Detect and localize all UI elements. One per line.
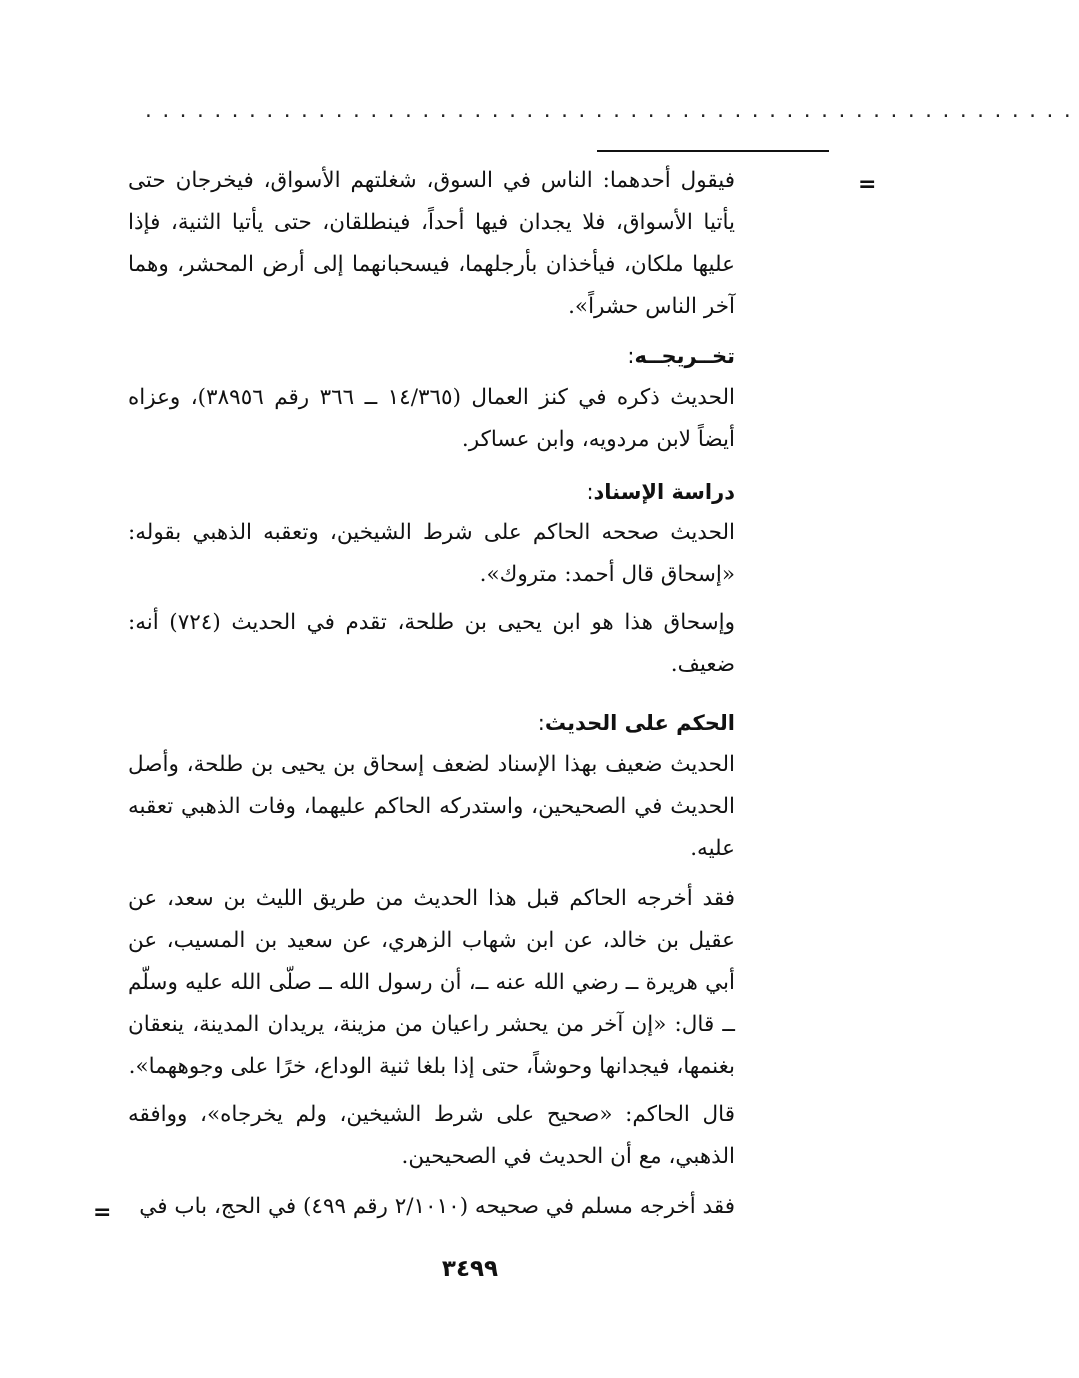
- dotted-separator: ......................................................: [143, 101, 1079, 122]
- heading-isnad: دراسة الإسناد:: [586, 480, 735, 504]
- paragraph-isnad: الحديث صححه الحاكم على شرط الشيخين، وتعقبه الذهبي بقوله: «إسحاق قال أحمد: متروك».: [128, 520, 735, 587]
- heading-takhrij: تخــريجــه:: [627, 344, 735, 368]
- paragraph-hukm: الحديث ضعيف بهذا الإسناد لضعف إسحاق بن يحيى بن طلحة، وأصل الحديث في الصحيحين، واستدركه الحاكم عليهما، وفات الذهبي تعقبه عليه.: [128, 752, 735, 861]
- continuation-mark-top: =: [858, 172, 877, 197]
- footnote-rule: [597, 150, 829, 152]
- page-number: ٣٤٩٩: [441, 1256, 499, 1282]
- paragraph-narrator: وإسحاق هذا هو ابن يحيى بن طلحة، تقدم في الحديث (٧٢٤) أنه: ضعيف.: [128, 610, 735, 677]
- paragraph-hakim-ruling: قال الحاكم: «صحيح على شرط الشيخين، ولم يخرجاه»، ووافقه الذهبي، مع أن الحديث في الصحيحين.: [128, 1102, 735, 1169]
- heading-hukm: الحكم على الحديث:: [537, 711, 735, 735]
- continuation-mark-bottom: =: [93, 1200, 112, 1225]
- paragraph-hadith-end: فيقول أحدهما: الناس في السوق، شغلتهم الأسواق، فيخرجان حتى يأتيا الأسواق، فلا يجدان فيها أحداً، فينطلقان، حتى يأتيا الثنية، فإذا عليها ملكان، فيأخذان بأرجلهما، فيسحبانهما إلى أرض المحشر، وهما آخر الناس حشراً».: [128, 168, 735, 319]
- paragraph-muslim: فقد أخرجه مسلم في صحيحه (٢/١٠١٠ رقم ٤٩٩) في الحج، باب في: [139, 1194, 735, 1219]
- paragraph-hakim-source: فقد أخرجه الحاكم قبل هذا الحديث من طريق الليث بن سعد، عن عقيل بن خالد، عن ابن شهاب الزهري، عن سعيد بن المسيب، عن أبي هريرة ــ رضي الله عنه ــ، أن رسول الله ــ صلّى الله عليه وسلّم ــ قال: «إن آخر من يحشر راعيان من مزينة، يريدان المدينة، ينعقان بغنمها، فيجدانها وحوشاً، حتى إذا بلغا ثنية الوداع، خرًا على وجوههما».: [128, 886, 735, 1079]
- paragraph-takhrij: الحديث ذكره في كنز العمال (١٤/٣٦٥ ــ ٣٦٦ رقم ٣٨٩٥٦)، وعزاه أيضاً لابن مردويه، وابن عساكر.: [128, 385, 735, 452]
